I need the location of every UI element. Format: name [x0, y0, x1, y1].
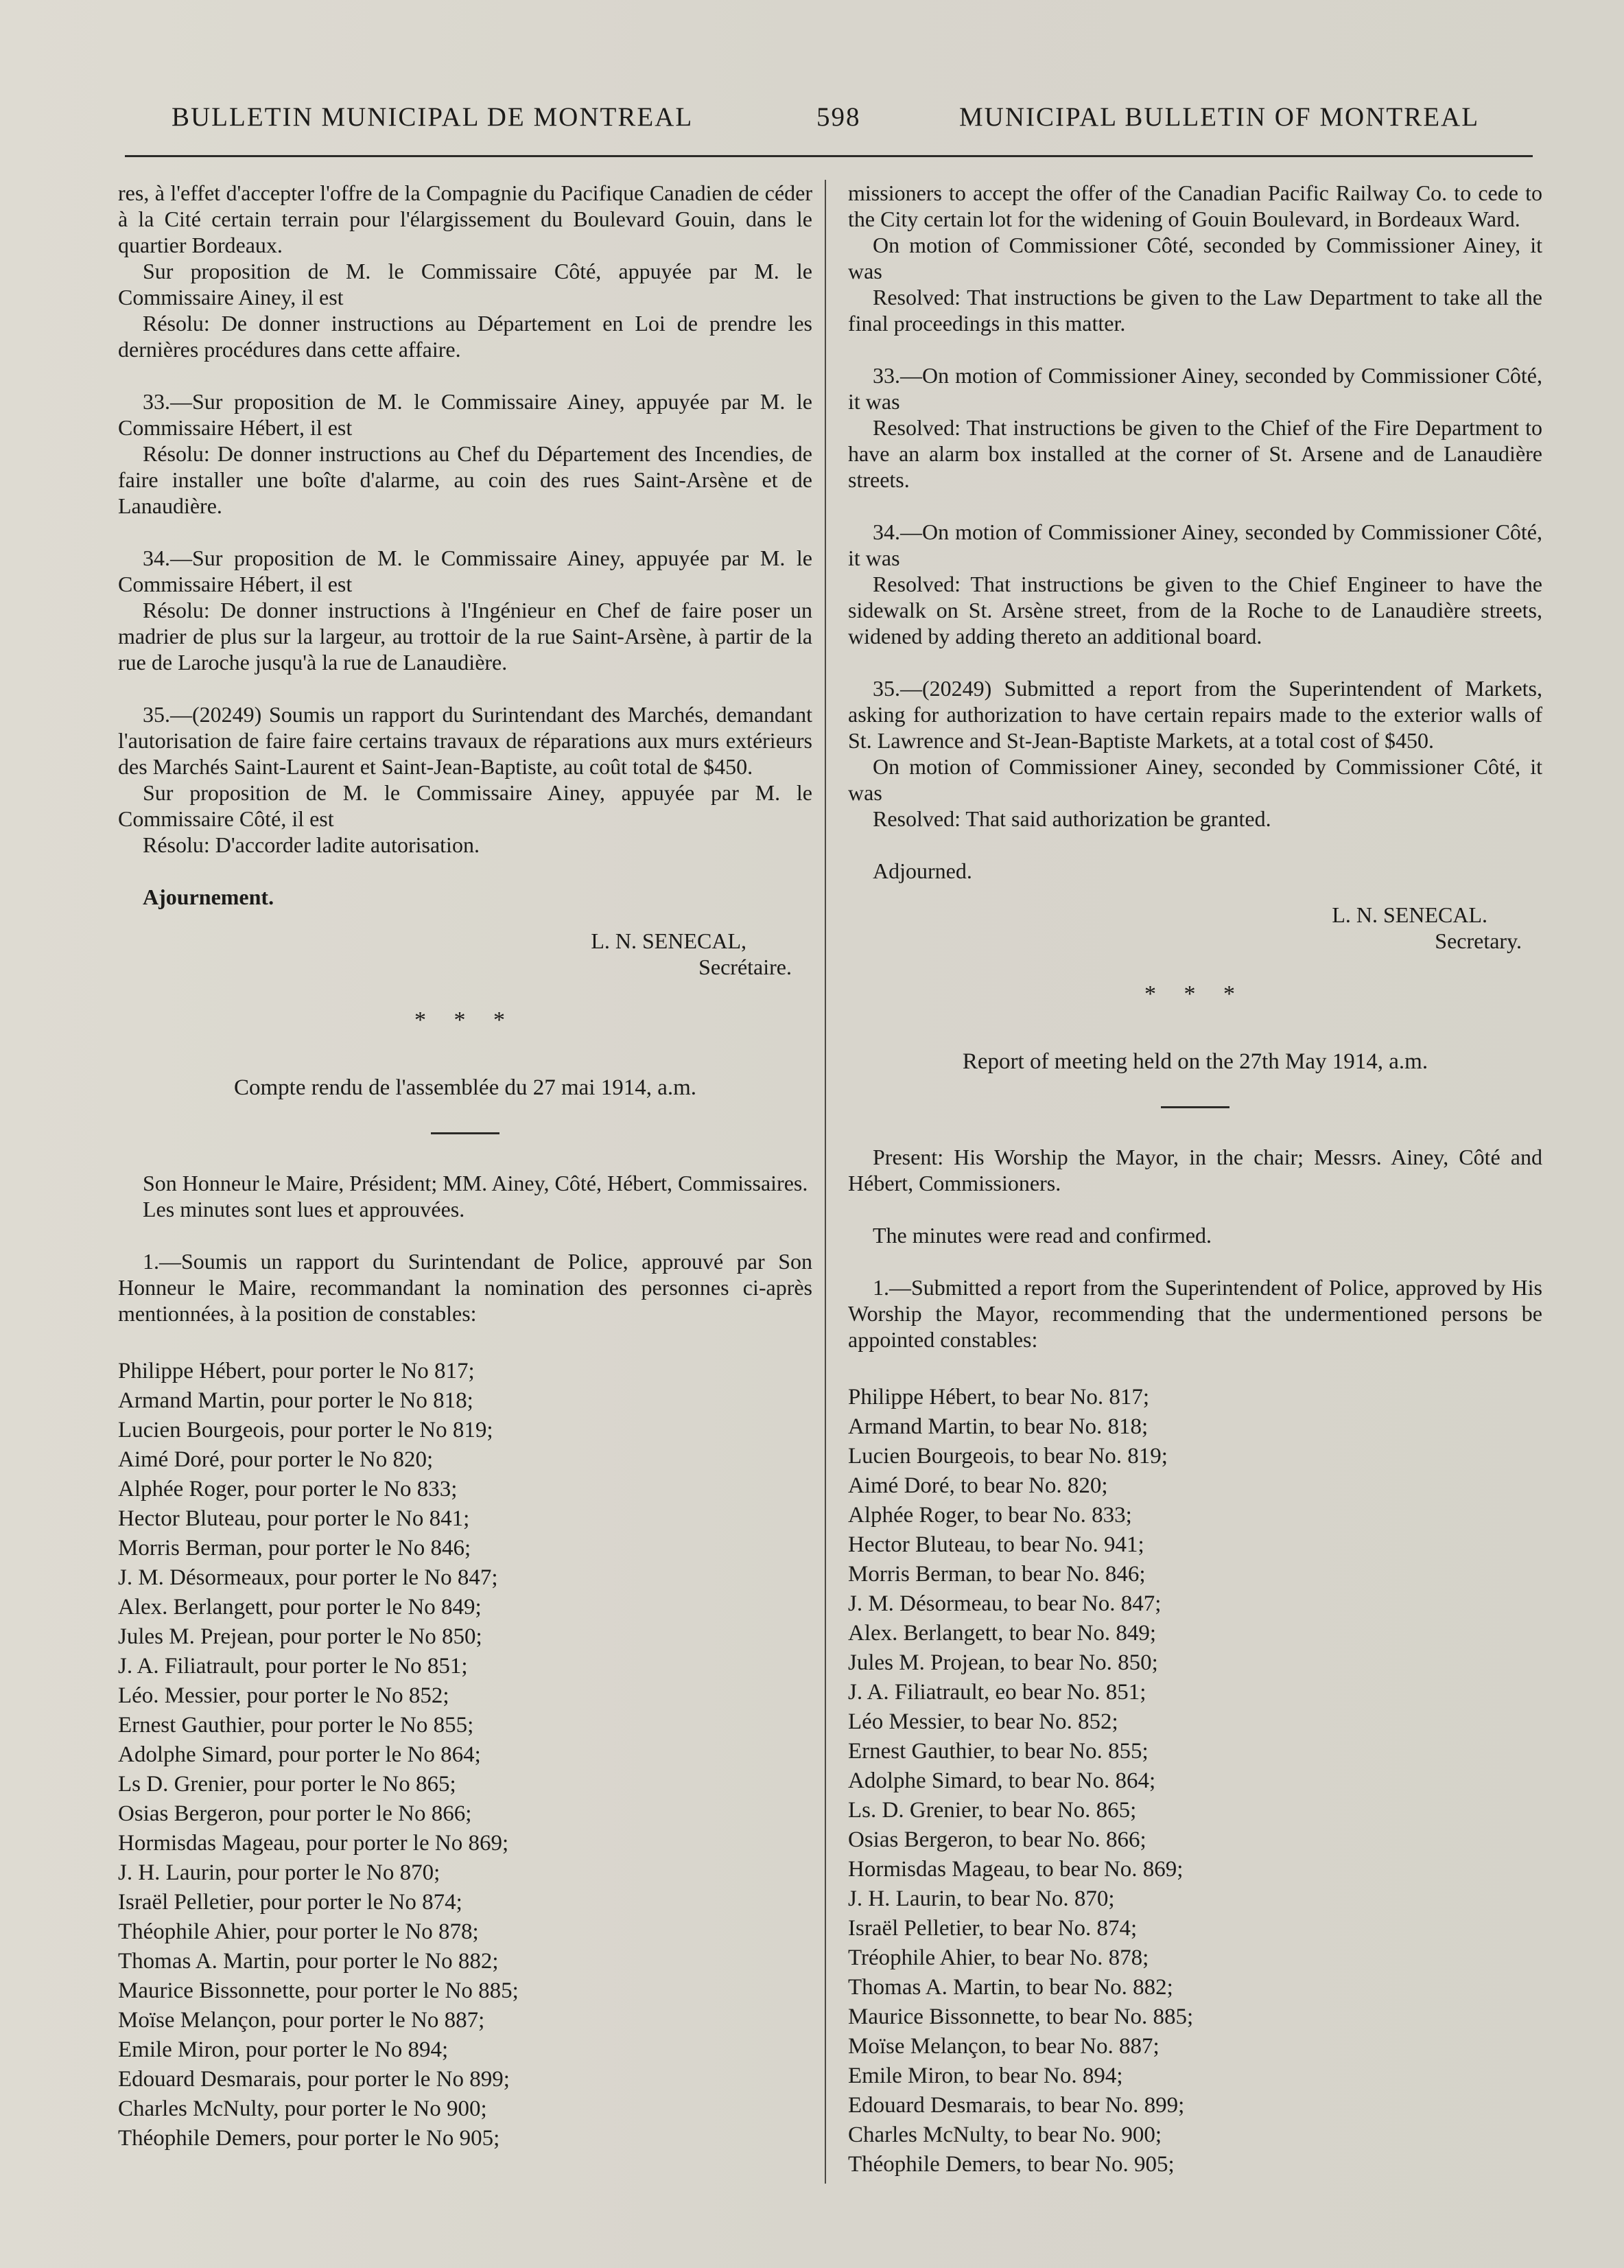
list-item: Moïse Melançon, pour porter le No 887; [118, 2008, 485, 2033]
paragraph: 33.—Sur proposition de M. le Commissaire Ainey, appuyée par M. le Commissaire Hébert, il est [118, 389, 812, 440]
minutes-note: Les minutes sont lues et approuvées. [143, 1197, 465, 1221]
short-rule [1161, 1106, 1229, 1108]
list-item: Osias Bergeron, pour porter le No 866; [118, 1801, 472, 1826]
paragraph: Résolu: De donner instructions au Département en Loi de prendre les dernières procédures dans cette affaire. [118, 311, 812, 362]
list-item: Théophile Demers, pour porter le No 905; [118, 2126, 500, 2151]
list-item: Hormisdas Mageau, to bear No. 869; [848, 1857, 1184, 1882]
list-item: Aimé Doré, to bear No. 820; [848, 1473, 1108, 1498]
list-item: Thomas A. Martin, to bear No. 882; [848, 1975, 1173, 2000]
page-header [123, 102, 1537, 143]
list-item: Morris Berman, pour porter le No 846; [118, 1536, 471, 1560]
list-item: Ls D. Grenier, pour porter le No 865; [118, 1772, 456, 1797]
paragraph: Resolved: That instructions be given to the Law Department to take all the final proceedings in this matter. [848, 285, 1542, 336]
attendance: Son Honneur le Maire, Président; MM. Ainey, Côté, Hébert, Commissaires. [143, 1171, 808, 1195]
list-item: Charles McNulty, to bear No. 900; [848, 2123, 1162, 2147]
signature-name: L. N. SENECAL, [591, 928, 746, 953]
short-rule [431, 1132, 499, 1134]
page-number: 598 [816, 102, 861, 132]
paragraph: 34.—Sur proposition de M. le Commissaire Ainey, appuyée par M. le Commissaire Hébert, il est [118, 546, 812, 596]
list-item: Théophile Demers, to bear No. 905; [848, 2152, 1175, 2177]
list-item: J. A. Filiatrault, pour porter le No 851; [118, 1654, 468, 1679]
list-item: Thomas A. Martin, pour porter le No 882; [118, 1949, 499, 1974]
header-rule [125, 155, 1533, 157]
paragraph: Resolved: That said authorization be granted. [873, 806, 1271, 831]
paragraph: 33.—On motion of Commissioner Ainey, seconded by Commissioner Côté, it was [848, 363, 1542, 414]
section-separator: * * * [1144, 981, 1246, 1007]
paragraph: Resolved: That instructions be given to the Chief Engineer to have the sidewalk on St. Arsène street, from de la Roche to de Lanaudière streets, widened by adding thereto an additional board. [848, 572, 1542, 648]
paragraph: res, à l'effet d'accepter l'offre de la Compagnie du Pacifique Canadien de céder à la Cité certain terrain pour l'élargissement du Boulevard Gouin, dans le quartier Bordeaux. [118, 180, 812, 257]
paragraph: 34.—On motion of Commissioner Ainey, seconded by Commissioner Côté, it was [848, 519, 1542, 570]
list-item: Ls. D. Grenier, to bear No. 865; [848, 1798, 1137, 1823]
list-item: Alex. Berlangett, pour porter le No 849; [118, 1595, 482, 1620]
list-item: Lucien Bourgeois, pour porter le No 819; [118, 1418, 493, 1442]
french-column [118, 180, 812, 2153]
paragraph: Résolu: De donner instructions au Chef du Département des Incendies, de faire installer une boîte d'alarme, au coin des rues Saint-Arsène et de Lanaudière. [118, 441, 812, 518]
adjournment: Ajournement. [143, 885, 274, 909]
signature-name: L. N. SENECAL. [1332, 902, 1487, 927]
list-item: Hector Bluteau, to bear No. 941; [848, 1532, 1144, 1557]
list-item: Adolphe Simard, to bear No. 864; [848, 1768, 1156, 1793]
paragraph: On motion of Commissioner Ainey, seconded by Commissioner Côté, it was [848, 754, 1542, 805]
list-item: Emile Miron, pour porter le No 894; [118, 2037, 449, 2062]
list-item: Armand Martin, pour porter le No 818; [118, 1388, 473, 1413]
section-separator: * * * [414, 1007, 516, 1033]
constable-list [118, 1357, 812, 2153]
list-item: J. M. Désormeau, to bear No. 847; [848, 1591, 1162, 1616]
list-item: Maurice Bissonnette, pour porter le No 885; [118, 1978, 519, 2003]
paragraph: missioners to accept the offer of the Canadian Pacific Railway Co. to cede to the City certain lot for the widening of Gouin Boulevard, in Bordeaux Ward. [848, 180, 1542, 231]
list-item: Jules M. Prejean, pour porter le No 850; [118, 1624, 482, 1649]
paragraph: Résolu: De donner instructions à l'Ingénieur en Chef de faire poser un madrier de plus sur la largeur, au trottoir de la rue Saint-Arsène, à partir de la rue de Laroche jusqu'à la rue de Lanaudière. [118, 598, 812, 675]
paragraph: Résolu: D'accorder ladite autorisation. [143, 832, 480, 857]
list-item: Lucien Bourgeois, to bear No. 819; [848, 1444, 1168, 1469]
list-item: Théophile Ahier, pour porter le No 878; [118, 1919, 479, 1944]
list-item: Edouard Desmarais, pour porter le No 899; [118, 2067, 510, 2092]
list-item: J. M. Désormeaux, pour porter le No 847; [118, 1565, 498, 1590]
english-column [848, 180, 1542, 2179]
list-item: J. A. Filiatrault, eo bear No. 851; [848, 1680, 1146, 1705]
paragraph: 35.—(20249) Submitted a report from the Superintendent of Markets, asking for authorization to have certain repairs made to the exterior walls of St. Lawrence and St-Jean-Baptiste Markets, at a total cost of $450. [848, 676, 1542, 753]
list-item: Léo. Messier, pour porter le No 852; [118, 1683, 449, 1708]
report-title: Report of meeting held on the 27th May 1914, a.m. [962, 1049, 1428, 1074]
paragraph: 35.—(20249) Soumis un rapport du Surintendant des Marchés, demandant l'autorisation de faire faire certains travaux de réparations aux murs extérieurs des Marchés Saint-Laurent et Saint-Jean-Baptiste, au coût total de $450. [118, 702, 812, 779]
list-item: Hormisdas Mageau, pour porter le No 869; [118, 1831, 509, 1856]
list-item: Philippe Hébert, to bear No. 817; [848, 1385, 1149, 1410]
list-item: Armand Martin, to bear No. 818; [848, 1414, 1149, 1439]
list-item: Israël Pelletier, pour porter le No 874; [118, 1890, 462, 1915]
list-item: Alex. Berlangett, to bear No. 849; [848, 1621, 1157, 1646]
paragraph: 1.—Submitted a report from the Superintendent of Police, approved by His Worship the Mayor, recommending that the undermentioned persons be appointed constables: [848, 1275, 1542, 1352]
list-item: Maurice Bissonnette, to bear No. 885; [848, 2004, 1194, 2029]
list-item: Adolphe Simard, pour porter le No 864; [118, 1742, 481, 1767]
minutes-note: The minutes were read and confirmed. [873, 1223, 1212, 1248]
list-item: Emile Miron, to bear No. 894; [848, 2064, 1123, 2088]
list-item: Philippe Hébert, pour porter le No 817; [118, 1359, 475, 1383]
list-item: Alphée Roger, pour porter le No 833; [118, 1477, 458, 1501]
list-item: Ernest Gauthier, pour porter le No 855; [118, 1713, 474, 1738]
list-item: Morris Berman, to bear No. 846; [848, 1562, 1146, 1587]
list-item: Israël Pelletier, to bear No. 874; [848, 1916, 1138, 1941]
column-divider [825, 180, 826, 2184]
list-item: Léo Messier, to bear No. 852; [848, 1709, 1118, 1734]
paragraph: 1.—Soumis un rapport du Surintendant de Police, approuvé par Son Honneur le Maire, recommandant la nomination des personnes ci-après mentionnées, à la position de constables: [118, 1249, 812, 1326]
signature-title: Secrétaire. [698, 955, 792, 979]
header-english-title: MUNICIPAL BULLETIN OF MONTREAL [959, 102, 1480, 132]
list-item: Osias Bergeron, to bear No. 866; [848, 1827, 1146, 1852]
constable-list [848, 1383, 1542, 2179]
paragraph: Resolved: That instructions be given to the Chief of the Fire Department to have an alarm box installed at the corner of St. Arsene and de Lanaudière streets. [848, 415, 1542, 492]
list-item: Aimé Doré, pour porter le No 820; [118, 1447, 434, 1472]
adjournment: Adjourned. [873, 858, 972, 883]
list-item: Hector Bluteau, pour porter le No 841; [118, 1506, 470, 1531]
list-item: Moïse Melançon, to bear No. 887; [848, 2034, 1160, 2059]
list-item: Ernest Gauthier, to bear No. 855; [848, 1739, 1149, 1764]
signature-title: Secretary. [1435, 928, 1522, 953]
attendance: Present: His Worship the Mayor, in the chair; Messrs. Ainey, Côté and Hébert, Commissioners. [848, 1145, 1542, 1195]
list-item: Alphée Roger, to bear No. 833; [848, 1503, 1132, 1528]
paragraph: Sur proposition de M. le Commissaire Ainey, appuyée par M. le Commissaire Côté, il est [118, 780, 812, 831]
list-item: Tréophile Ahier, to bear No. 878; [848, 1945, 1149, 1970]
report-title: Compte rendu de l'assemblée du 27 mai 1914, a.m. [233, 1075, 697, 1100]
list-item: Jules M. Projean, to bear No. 850; [848, 1650, 1158, 1675]
list-item: J. H. Laurin, to bear No. 870; [848, 1886, 1115, 1911]
list-item: Charles McNulty, pour porter le No 900; [118, 2096, 487, 2121]
list-item: J. H. Laurin, pour porter le No 870; [118, 1860, 440, 1885]
list-item: Edouard Desmarais, to bear No. 899; [848, 2093, 1185, 2118]
paragraph: Sur proposition de M. le Commissaire Côté, appuyée par M. le Commissaire Ainey, il est [118, 259, 812, 309]
header-french-title: BULLETIN MUNICIPAL DE MONTREAL [172, 102, 694, 132]
paragraph: On motion of Commissioner Côté, seconded by Commissioner Ainey, it was [848, 233, 1542, 283]
